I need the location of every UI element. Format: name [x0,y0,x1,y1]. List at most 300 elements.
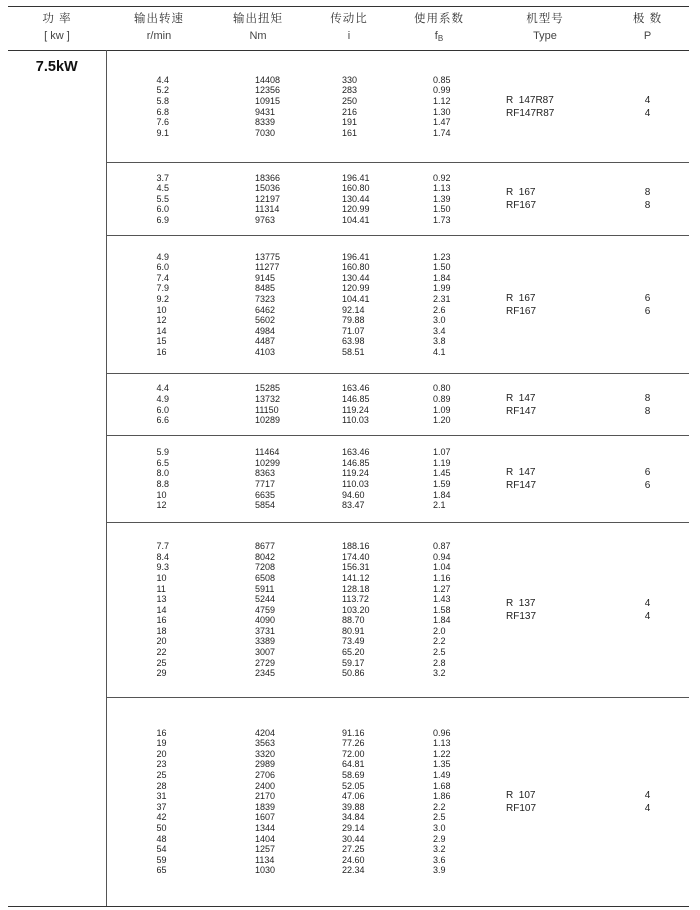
service-factor-value: 3.8 [433,336,446,347]
ratio-value: 72.00 [342,748,365,759]
speed-value: 20 [156,748,167,759]
service-factor-value: 2.2 [433,636,446,647]
speed-value: 28 [156,780,167,791]
service-factor-value: 1.84 [433,615,451,626]
poles-cell [606,698,689,906]
service-factor-value: 2.9 [433,833,446,844]
torque-value: 5602 [255,315,276,326]
ratio-cell [304,698,394,906]
speed-value: 16 [156,615,167,626]
torque-value: 2729 [255,657,276,668]
ratio-value: 83.47 [342,500,365,511]
type-cell [484,163,606,236]
speed-value: 6.9 [156,214,170,225]
torque-value: 4103 [255,346,276,357]
torque-value: 9145 [255,272,276,283]
ratio-value: 29.14 [342,822,365,833]
header-service-subscript: B [437,34,444,43]
speed-value: 11 [156,583,166,594]
torque-value: 7208 [255,562,276,573]
torque-value: 1134 [255,854,275,865]
poles-value: 6 [644,305,651,317]
poles-cell [606,236,689,374]
torque-value: 1344 [255,822,276,833]
header-torque-label: 输出扭矩 [233,13,283,25]
service-factor-value: 0.85 [433,74,451,85]
service-factor-value: 1.43 [433,594,451,605]
service-factor-value: 3.4 [433,325,446,336]
ratio-value: 104.41 [342,214,370,225]
speed-value: 37 [156,801,167,812]
type-cell [484,436,606,523]
service-factor-value: 1.50 [433,262,451,273]
service-factor-value: 3.2 [433,668,446,679]
speed-value: 65 [156,865,167,876]
speed-value: 6.0 [156,204,170,215]
service-factor-value: 2.8 [433,657,446,668]
ratio-value: 110.03 [342,479,369,489]
table-body [8,51,689,906]
service-factor-value: 4.1 [433,346,446,357]
ratio-value: 39.88 [342,801,365,812]
ratio-value: 161 [342,127,358,138]
ratio-value: 174.40 [342,551,370,562]
ratio-value: 119.24 [342,404,369,415]
speed-value: 31 [156,791,167,802]
service-factor-value: 0.96 [433,727,451,738]
torque-value: 11464 [255,447,280,458]
ratio-value: 163.46 [342,383,370,394]
torque-value: 1030 [255,865,276,876]
speed-value: 6.6 [156,415,170,426]
torque-value: 15036 [255,183,281,194]
service-factor-value: 1.99 [433,283,451,294]
poles-value: 8 [644,405,651,417]
speed-value: 9.1 [156,127,170,138]
service-factor-value: 0.80 [433,383,451,394]
type-cell [484,51,606,163]
ratio-value: 59.17 [342,657,365,668]
header-power-label: 功 率 [42,13,72,25]
speed-value: 59 [156,854,167,865]
header-ratio-unit: i [347,30,351,42]
ratio-value: 283 [342,85,358,96]
speed-value: 10 [156,489,167,500]
speed-value: 16 [156,727,167,738]
speed-value: 7.6 [156,117,170,128]
model-type-value: RF167 [506,305,537,317]
ratio-value: 71.07 [342,325,365,336]
header-power [8,7,106,51]
service-factor-value: 2.1 [433,500,446,511]
torque-value: 4487 [255,336,276,347]
speed-value: 6.0 [156,404,170,415]
speed-value: 15 [156,336,167,347]
header-service-symbol: f [434,30,438,42]
speed-value: 5.8 [156,95,170,106]
speed-value: 7.7 [156,541,170,552]
header-torque [212,7,304,51]
torque-cell [212,163,304,236]
model-type-value: R 147 [506,392,536,404]
service-factor-value: 2.2 [433,801,446,812]
poles-value: 8 [644,392,651,404]
model-type-value: R 167 [506,187,536,198]
torque-value: 9431 [255,106,276,117]
ratio-value: 73.49 [342,636,365,647]
torque-value: 12356 [255,85,281,96]
torque-value: 1257 [255,844,276,855]
ratio-value: 27.25 [342,844,365,855]
service-factor-value: 1.16 [433,572,451,583]
speed-value: 14 [156,325,167,336]
model-type-value: R 147R87 [506,94,554,106]
ratio-cell [304,51,394,163]
service-factor-value: 3.2 [433,844,446,855]
speed-value: 42 [156,812,167,823]
header-poles-unit: P [643,30,652,42]
ratio-value: 141.12 [342,572,370,583]
torque-cell [212,698,304,906]
ratio-value: 30.44 [342,833,365,844]
poles-value: 6 [644,292,651,304]
poles-value: 8 [644,200,651,211]
ratio-value: 22.34 [342,865,365,876]
poles-value: 4 [644,107,651,119]
service-factor-value: 1.04 [433,562,451,573]
speed-value: 7.4 [156,272,170,283]
ratio-value: 79.88 [342,315,365,326]
ratio-value: 160.80 [342,183,370,194]
service-factor-value: 1.27 [433,583,451,594]
header-speed-unit: r/min [146,30,172,42]
service-factor-value: 1.74 [433,127,451,138]
ratio-value: 52.05 [342,780,365,791]
speed-value: 6.8 [156,106,170,117]
ratio-value: 330 [342,74,358,85]
speed-cell [106,523,212,698]
type-cell [484,523,606,698]
ratio-value: 163.46 [342,447,370,458]
torque-value: 4090 [255,615,276,626]
service-factor-value: 2.6 [433,304,446,315]
header-torque-unit: Nm [249,30,267,42]
ratio-value: 191 [342,117,358,128]
type-cell [484,236,606,374]
service-factor-value: 1.30 [433,106,451,117]
torque-value: 8042 [255,551,276,562]
ratio-value: 119.24 [342,468,369,479]
service-factor-value: 1.49 [433,769,451,780]
ratio-value: 160.80 [342,262,370,273]
poles-value: 8 [644,187,651,198]
fb-cell [394,698,484,906]
torque-value: 10915 [255,95,281,106]
service-factor-value: 2.0 [433,625,446,636]
service-factor-value: 1.47 [433,117,451,128]
service-factor-value: 1.86 [433,791,451,802]
service-factor-value: 1.13 [433,183,451,194]
fb-cell [394,374,484,436]
speed-value: 4.4 [156,74,170,85]
speed-value: 14 [156,604,167,615]
service-factor-value: 1.22 [433,748,451,759]
spec-group-row [8,436,689,523]
ratio-value: 50.86 [342,668,365,679]
speed-value: 13 [156,594,167,605]
poles-cell [606,523,689,698]
ratio-value: 188.16 [342,541,370,552]
torque-value: 9763 [255,214,276,225]
torque-value: 3320 [255,748,276,759]
service-factor-value: 1.20 [433,415,451,426]
service-factor-value: 0.99 [433,85,451,96]
speed-value: 4.9 [156,251,170,262]
service-factor-value: 0.89 [433,393,451,404]
torque-value: 1404 [255,833,276,844]
torque-value: 5244 [255,594,276,605]
header-power-unit: [ kw ] [44,30,70,42]
torque-value: 5911 [255,583,275,594]
header-poles [606,7,689,51]
ratio-value: 88.70 [342,615,365,626]
torque-value: 2400 [255,780,276,791]
spec-group-row [8,374,689,436]
fb-cell [394,51,484,163]
torque-value: 3563 [255,738,276,749]
torque-value: 13775 [255,251,281,262]
poles-cell [606,51,689,163]
speed-value: 4.9 [156,393,170,404]
torque-value: 11277 [255,262,280,273]
torque-value: 7030 [255,127,276,138]
model-type-value: RF147R87 [506,107,555,119]
torque-value: 11150 [255,404,279,415]
spec-group-row [8,51,689,163]
speed-value: 9.2 [156,293,170,304]
service-factor-value: 1.35 [433,759,451,770]
ratio-value: 110.03 [342,415,369,426]
torque-cell [212,523,304,698]
service-factor-value: 1.13 [433,738,451,749]
ratio-value: 156.31 [342,562,370,573]
service-factor-value: 1.23 [433,251,451,262]
torque-value: 3007 [255,647,276,658]
torque-value: 3731 [255,625,276,636]
header-type-unit: Type [533,30,557,42]
ratio-value: 216 [342,106,358,117]
ratio-value: 146.85 [342,393,370,404]
spec-group-row [8,236,689,374]
ratio-value: 63.98 [342,336,365,347]
ratio-value: 91.16 [342,727,365,738]
ratio-value: 146.85 [342,457,370,468]
torque-value: 2170 [255,791,276,802]
torque-value: 8339 [255,117,276,128]
ratio-cell [304,236,394,374]
header-service-factor [394,7,484,51]
service-factor-value: 2.5 [433,647,446,658]
service-factor-value: 1.45 [433,468,451,479]
service-factor-value: 1.58 [433,604,451,615]
speed-value: 10 [156,572,167,583]
ratio-value: 77.26 [342,738,365,749]
speed-value: 12 [156,315,167,326]
torque-value: 6462 [255,304,276,315]
header-type-label: 机型号 [526,13,564,25]
ratio-cell [304,523,394,698]
header-type [484,7,606,51]
gearmotor-selection-table [8,6,689,906]
ratio-value: 65.20 [342,647,365,658]
speed-cell [106,51,212,163]
ratio-value: 196.41 [342,251,370,262]
speed-cell [106,698,212,906]
ratio-cell [304,163,394,236]
speed-cell [106,236,212,374]
model-type-value: R 147 [506,467,536,478]
ratio-value: 130.44 [342,272,370,283]
torque-value: 10299 [255,457,281,468]
ratio-value: 58.69 [342,769,365,780]
model-type-value: RF107 [506,802,537,814]
torque-value: 4204 [255,727,276,738]
speed-value: 50 [156,822,167,833]
ratio-value: 120.99 [342,283,370,294]
header-speed [106,7,212,51]
service-factor-value: 1.59 [433,479,451,489]
service-factor-value: 1.68 [433,780,451,791]
speed-value: 23 [156,759,167,770]
poles-value: 4 [644,598,651,609]
header-poles-label: 极 数 [632,13,663,25]
model-type-value: RF147 [506,480,537,491]
torque-value: 13732 [255,393,281,404]
torque-value: 2706 [255,769,276,780]
speed-value: 19 [156,738,167,749]
model-type-value: R 107 [506,789,536,801]
table-bottom-rule [8,906,689,907]
speed-value: 8.4 [156,551,170,562]
ratio-cell [304,436,394,523]
ratio-value: 34.84 [342,812,365,823]
ratio-value: 58.51 [342,346,365,357]
speed-value: 9.3 [156,562,170,573]
service-factor-value: 1.39 [433,193,451,204]
speed-value: 3.7 [156,172,170,183]
service-factor-value: 2.31 [433,293,451,304]
ratio-value: 103.20 [342,604,370,615]
torque-value: 8485 [255,283,276,294]
ratio-value: 64.81 [342,759,365,770]
speed-value: 54 [156,844,167,855]
speed-value: 20 [156,636,167,647]
torque-cell [212,51,304,163]
torque-cell [212,374,304,436]
torque-value: 14408 [255,74,281,85]
service-factor-value: 1.73 [433,214,451,225]
speed-value: 6.0 [156,262,170,273]
torque-value: 12197 [255,193,281,204]
header-speed-label: 输出转速 [134,13,184,25]
header-service-label: 使用系数 [414,13,464,25]
speed-cell [106,374,212,436]
header-service-unit [394,28,484,47]
torque-value: 2989 [255,759,276,770]
service-factor-value: 2.5 [433,812,446,823]
torque-value: 1607 [255,812,276,823]
torque-cell [212,436,304,523]
speed-value: 5.9 [156,447,170,458]
speed-value: 4.4 [156,383,170,394]
poles-value: 4 [644,611,651,622]
poles-value: 4 [644,802,651,814]
torque-cell [212,236,304,374]
ratio-value: 128.18 [342,583,370,594]
torque-value: 2345 [255,668,276,679]
service-factor-value: 3.6 [433,854,446,865]
service-factor-value: 1.07 [433,447,451,458]
ratio-value: 47.06 [342,791,365,802]
power-value: 7.5kW [8,51,106,906]
service-factor-value: 1.84 [433,272,451,283]
model-type-value: RF147 [506,405,537,417]
torque-value: 10289 [255,415,281,426]
fb-cell [394,236,484,374]
service-factor-value: 0.94 [433,551,451,562]
ratio-value: 92.14 [342,304,365,315]
poles-cell [606,436,689,523]
model-type-value: RF167 [506,200,537,211]
poles-cell [606,163,689,236]
header-ratio [304,7,394,51]
ratio-value: 24.60 [342,854,365,865]
ratio-value: 80.91 [342,625,365,636]
model-type-value: R 167 [506,292,536,304]
service-factor-value: 0.87 [433,541,451,552]
speed-value: 25 [156,769,167,780]
type-cell [484,374,606,436]
ratio-value: 120.99 [342,204,370,215]
spec-group-row [8,523,689,698]
torque-value: 15285 [255,383,281,394]
service-factor-value: 1.09 [433,404,451,415]
torque-value: 8363 [255,468,276,479]
ratio-value: 250 [342,95,358,106]
service-factor-value: 1.19 [433,457,451,468]
service-factor-value: 3.0 [433,315,446,326]
poles-value: 4 [644,94,651,106]
torque-value: 1839 [255,801,276,812]
speed-value: 12 [156,500,167,511]
service-factor-value: 1.84 [433,489,451,500]
speed-value: 5.5 [156,193,170,204]
spec-group-row [8,163,689,236]
speed-value: 4.5 [156,183,170,194]
ratio-value: 130.44 [342,193,370,204]
type-cell [484,698,606,906]
speed-value: 29 [156,668,167,679]
poles-value: 6 [644,480,651,491]
service-factor-value: 1.50 [433,204,451,215]
service-factor-value: 1.12 [433,95,451,106]
torque-value: 8677 [255,541,276,552]
torque-value: 5854 [255,500,276,511]
speed-value: 7.9 [156,283,170,294]
speed-cell [106,163,212,236]
torque-value: 4759 [255,604,276,615]
poles-value: 4 [644,789,651,801]
